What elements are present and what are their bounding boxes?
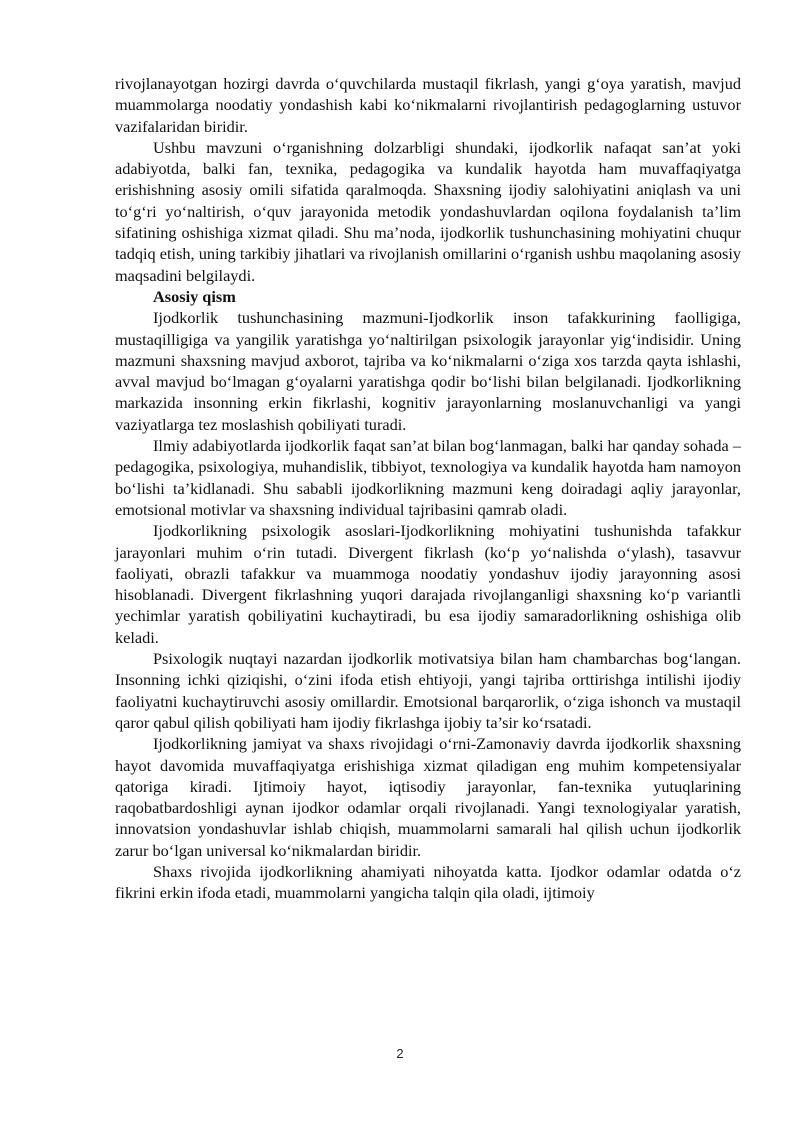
document-body	[115, 73, 741, 904]
paragraph-psychological-foundations: Ijodkorlikning psixologik asoslari-Ijodkorlikning mohiyatini tushunishda tafakkur jarayonlari muhim o‘rin tutadi. Divergent fikrlash (ko‘p yo‘nalishda o‘ylash), tasavvur faoliyati, obrazli tafakkur va muammoga noodatiy yondashuv ijodiy jarayonning asosi hisoblanadi. Divergent fikrlashning yuqori darajada rivojlanganligi shaxsning ko‘p variantli yechimlar yaratish qobiliyatini kuchaytiradi, bu esa ijodiy samaradorlikning oshishiga olib keladi.	[115, 521, 741, 647]
paragraph-intro-continuation: rivojlanayotgan hozirgi davrda o‘quvchilarda mustaqil fikrlash, yangi g‘oya yaratish, mavjud muammolarga noodatiy yondashish kabi ko‘nikmalarni rivojlantirish pedagoglarning ustuvor vazifalaridan biridir.	[115, 74, 741, 136]
paragraph-scientific-literature: Ilmiy adabiyotlarda ijodkorlik faqat san’at bilan bog‘lanmagan, balki har qanday sohada – pedagogika, psixologiya, muhandislik, tibbiyot, texnologiya va kundalik hayotda ham namoyon bo‘lishi ta’kidlanadi. Shu sababli ijodkorlikning mazmuni keng doiradagi aqliy jarayonlar, emotsional motivlar va shaxsning individual tajribasini qamrab oladi.	[115, 436, 741, 519]
paragraph-personal-development: Shaxs rivojida ijodkorlikning ahamiyati nihoyatda katta. Ijodkor odamlar odatda o‘z fikrini erkin ifoda etadi, muammolarni yangicha talqin qila oladi, ijtimoiy	[115, 861, 741, 903]
section-heading-main: Asosiy qism	[153, 286, 236, 306]
paragraph-motivation: Psixologik nuqtayi nazardan ijodkorlik motivatsiya bilan ham chambarchas bog‘langan. Insonning ichki qiziqishi, o‘zini ifoda etish ehtiyoji, yangi tajriba orttirishga intilishi ijodiy faoliyatni kuchaytiruvchi asosiy omillardir. Emotsional barqarorlik, o‘ziga ishonch va mustaqil qaror qabul qilish qobiliyati ham ijodiy fikrlashga ijobiy ta’sir ko‘rsatadi.	[115, 649, 741, 732]
paragraph-creativity-concept: Ijodkorlik tushunchasining mazmuni-Ijodkorlik inson tafakkurining faolligiga, mustaqilligiga va yangilik yaratishga yo‘naltirilgan psixologik jarayonlar yig‘indisidir. Uning mazmuni shaxsning mavjud axborot, tajriba va ko‘nikmalarni o‘ziga xos tarzda qayta ishlashi, avval mavjud bo‘lmagan g‘oyalarni yaratishga qodir bo‘lishi bilan belgilanadi. Ijodkorlikning markazida insonning erkin fikrlashi, kognitiv jarayonlarning moslanuvchanligi va yangi vaziyatlarga tez moslashish qobiliyati turadi.	[115, 308, 741, 434]
page-number: 2	[396, 1046, 404, 1061]
paragraph-relevance: Ushbu mavzuni o‘rganishning dolzarbligi shundaki, ijodkorlik nafaqat san’at yoki adabiyotda, balki fan, texnika, pedagogika va kundalik hayotda ham muvaffaqiyatga erishishning asosiy omili sifatida qaralmoqda. Shaxsning ijodiy salohiyatini aniqlash va uni to‘g‘ri yo‘naltirish, o‘quv jarayonida metodik yondashuvlardan oqilona foydalanish ta’lim sifatining oshishiga xizmat qiladi. Shu ma’noda, ijodkorlik tushunchasining mohiyatini chuqur tadqiq etish, uning tarkibiy jihatlari va rivojlanish omillarini o‘rganish ushbu maqolaning asosiy maqsadini belgilaydi.	[115, 137, 741, 285]
paragraph-society-role: Ijodkorlikning jamiyat va shaxs rivojidagi o‘rni-Zamonaviy davrda ijodkorlik shaxsning hayot davomida muvaffaqiyatga erishishiga xizmat qiladigan eng muhim kompetensiyalar qatoriga kiradi. Ijtimoiy hayot, iqtisodiy jarayonlar, fan-texnika yutuqlarining raqobatbardoshligi aynan ijodkor odamlar orqali rivojlanadi. Yangi texnologiyalar yaratish, innovatsion yondashuvlar ishlab chiqish, muammolarni samarali hal qilish uchun ijodkorlik zarur bo‘lgan universal ko‘nikmalardan biridir.	[115, 734, 741, 860]
